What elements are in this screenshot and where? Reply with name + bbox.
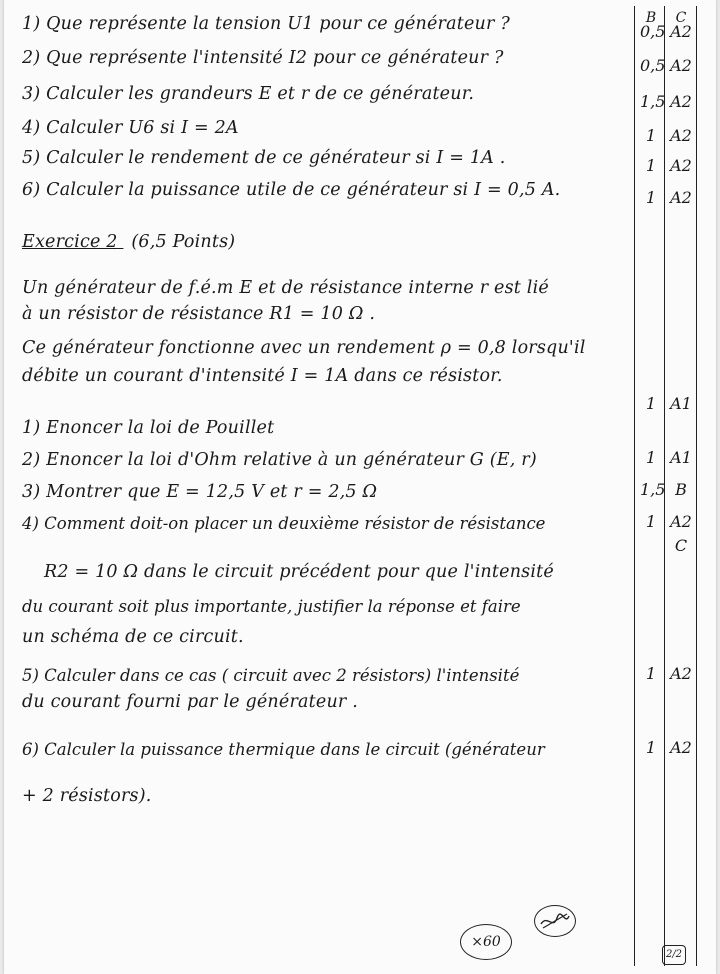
- bareme-value: 0,5: [640, 56, 666, 75]
- question-line: du courant soit plus importante, justifier la réponse et faire: [22, 597, 521, 616]
- question-line: 4) Comment doit-on placer un deuxième résistor de résistance: [22, 514, 546, 533]
- question-line: 3) Calculer les grandeurs E et r de ce générateur.: [22, 84, 475, 104]
- niveau-value-secondary: C: [674, 536, 688, 555]
- intro-line: débite un courant d'intensité I = 1A dans ce résistor.: [22, 366, 503, 386]
- question-line: du courant fourni par le générateur .: [22, 692, 359, 712]
- margin-line-right: [696, 6, 697, 966]
- niveau-value: A2: [670, 126, 692, 145]
- question-line: + 2 résistors).: [22, 786, 152, 806]
- signature-stamp: [534, 905, 576, 937]
- question-line: un schéma de ce circuit.: [22, 627, 244, 647]
- niveau-value: A2: [670, 738, 692, 757]
- bareme-value: 1,5: [640, 480, 666, 499]
- intro-line: à un résistor de résistance R1 = 10 Ω .: [22, 304, 376, 324]
- page-number: 2/2: [662, 945, 686, 965]
- question-line: 6) Calculer la puissance utile de ce générateur si I = 0,5 A.: [22, 180, 561, 200]
- question-line: R2 = 10 Ω dans le circuit précédent pour que l'intensité: [44, 562, 554, 582]
- bareme-value: 1: [645, 512, 657, 531]
- margin-line-left: [634, 6, 635, 966]
- grade-stamp: ×60: [460, 924, 512, 960]
- bareme-header: B: [645, 10, 657, 26]
- niveau-value: A2: [670, 188, 692, 207]
- exam-sheet: [4, 0, 716, 974]
- exercise-title-text: Exercice 2: [22, 232, 118, 252]
- question-line: 3) Montrer que E = 12,5 V et r = 2,5 Ω: [22, 482, 378, 502]
- bareme-value: 1: [645, 126, 657, 145]
- question-line: 6) Calculer la puissance thermique dans le circuit (générateur: [22, 740, 545, 759]
- bareme-value: 1: [645, 448, 657, 467]
- exercise-points: (6,5 Points): [131, 232, 236, 252]
- bareme-value: 1,5: [640, 92, 666, 111]
- question-line: 2) Que représente l'intensité I2 pour ce générateur ?: [22, 48, 504, 68]
- exercise-title: [22, 230, 627, 254]
- bareme-value: 1: [645, 188, 657, 207]
- niveau-value: A2: [670, 92, 692, 111]
- question-line: 5) Calculer le rendement de ce générateur si I = 1A .: [22, 148, 506, 168]
- signature-icon: [535, 906, 575, 936]
- question-line: 1) Enoncer la loi de Pouillet: [22, 418, 275, 438]
- niveau-header: C: [675, 10, 687, 26]
- niveau-value: B: [675, 480, 687, 499]
- bareme-value: 0,5: [640, 22, 666, 41]
- bareme-value: 1: [645, 394, 657, 413]
- bareme-value: 1: [645, 738, 657, 757]
- niveau-value: A2: [670, 56, 692, 75]
- intro-line: Ce générateur fonctionne avec un rendement ρ = 0,8 lorsqu'il: [22, 338, 586, 358]
- niveau-value: A2: [670, 664, 692, 683]
- question-line: 5) Calculer dans ce cas ( circuit avec 2 résistors) l'intensité: [22, 666, 520, 685]
- niveau-value: A2: [670, 512, 692, 531]
- niveau-value: A1: [670, 394, 692, 413]
- question-line: 2) Enoncer la loi d'Ohm relative à un générateur G (E, r): [22, 450, 537, 470]
- intro-line: Un générateur de f.é.m E et de résistance interne r est lié: [22, 278, 549, 298]
- bareme-value: 1: [645, 156, 657, 175]
- niveau-value: A2: [670, 22, 692, 41]
- question-line: 1) Que représente la tension U1 pour ce générateur ?: [22, 14, 510, 34]
- niveau-value: A1: [670, 448, 692, 467]
- bareme-value: 1: [645, 664, 657, 683]
- question-line: 4) Calculer U6 si I = 2A: [22, 118, 239, 138]
- niveau-value: A2: [670, 156, 692, 175]
